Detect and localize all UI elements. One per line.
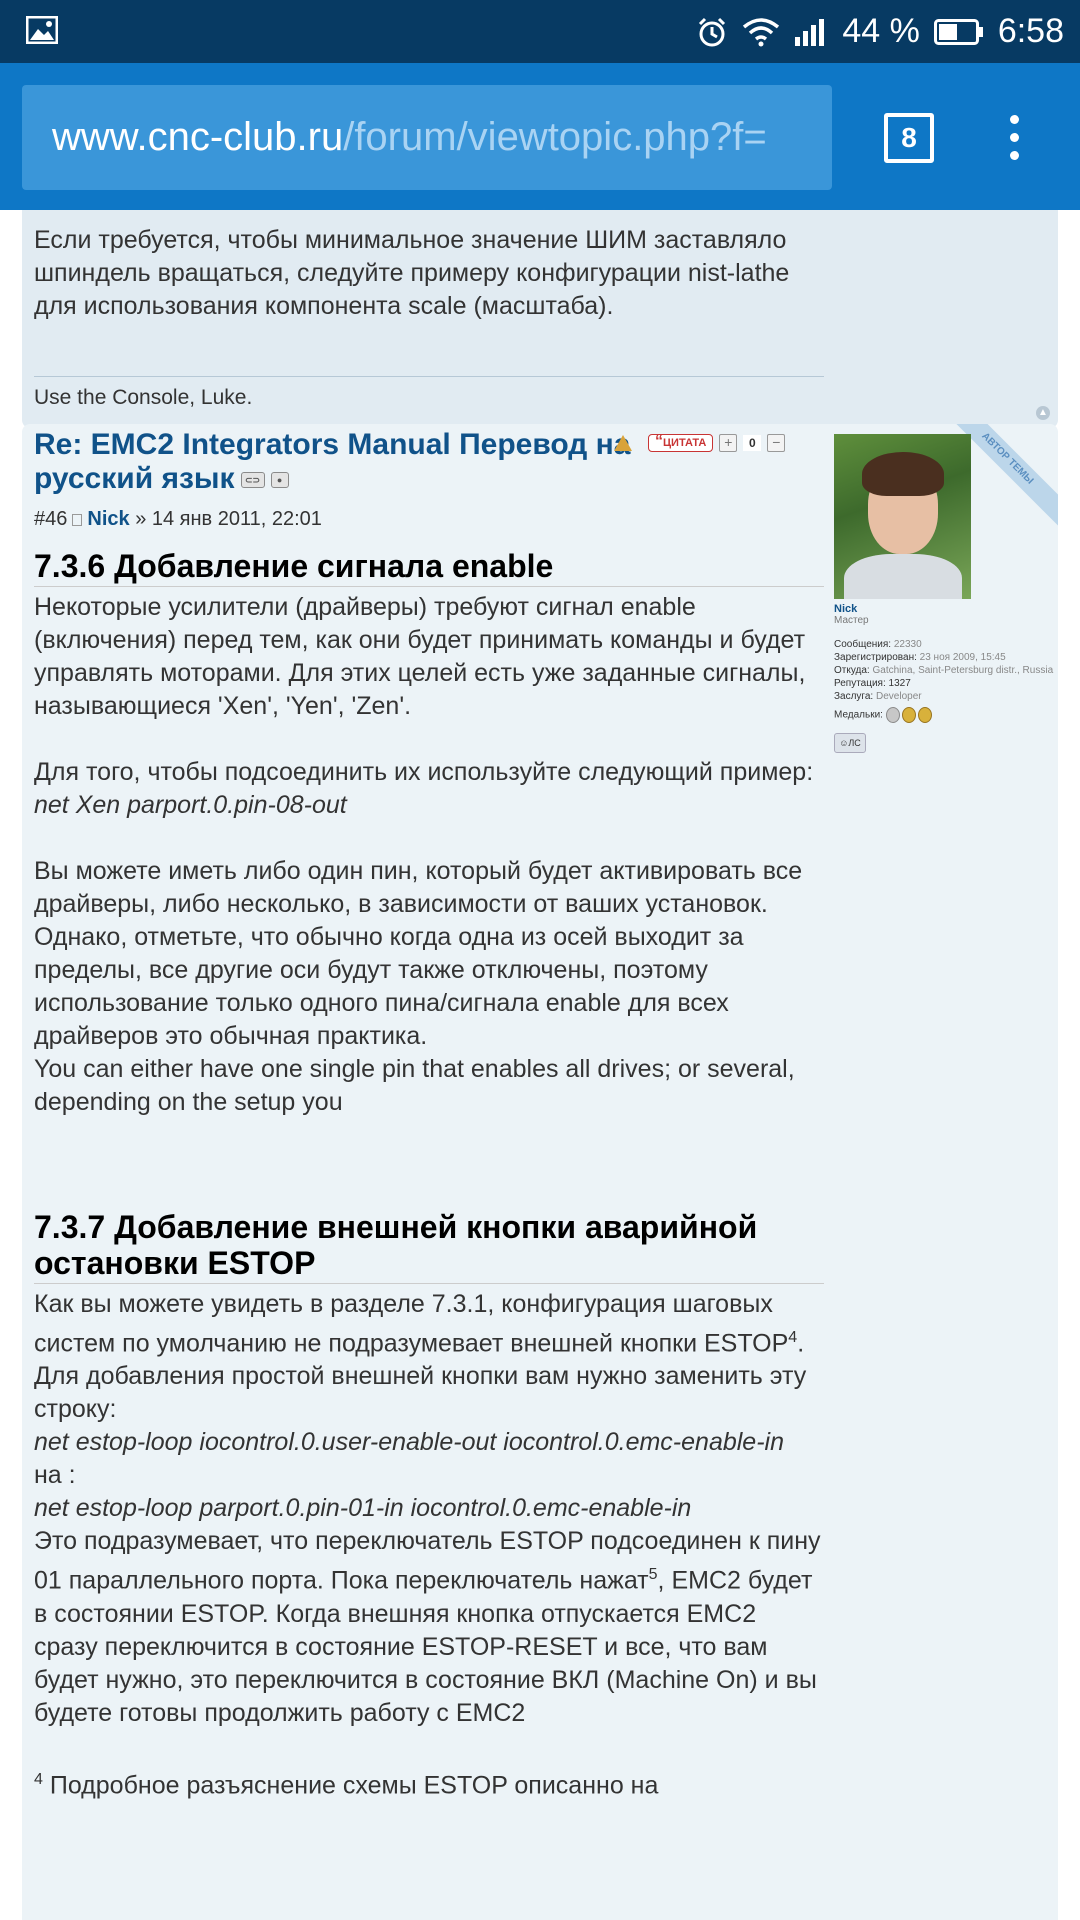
profile-reputation: 1327 bbox=[888, 678, 911, 689]
medal-icon[interactable] bbox=[918, 707, 932, 723]
paragraph: Как вы можете увидеть в разделе 7.3.1, конфигурация шаговых систем по умолчанию не подразумевает внешней кнопки ESTOP$^4$. Для добавления простой внешней кнопки вам нужно заменить эту строку: bbox=[34, 1290, 807, 1424]
more-menu-icon[interactable] bbox=[1010, 115, 1020, 161]
post-actions bbox=[614, 434, 785, 452]
reputation-minus-button[interactable]: − bbox=[767, 434, 785, 452]
post-reputation: 0 bbox=[743, 435, 761, 451]
code-line: net Xen parport.0.pin-08-out bbox=[34, 791, 347, 819]
gallery-notification-icon bbox=[26, 16, 58, 44]
section-heading-737: 7.3.7 Добавление внешней кнопки аварийной остановки ESTOP bbox=[34, 1209, 824, 1284]
footnote-ref[interactable]: 5 bbox=[648, 1566, 658, 1584]
profile-rank: Мастер bbox=[834, 615, 869, 626]
post-title[interactable]: Re: EMC2 Integrators Manual Перевод на русский язык ⊂⊃ ● bbox=[34, 428, 631, 495]
previous-post bbox=[22, 210, 1058, 428]
footnote: $^4$ Подробное разъяснение схемы ESTOP описанно на bbox=[34, 1770, 659, 1799]
tab-switcher-button[interactable]: 8 bbox=[884, 113, 934, 163]
clock: 6:58 bbox=[997, 12, 1064, 50]
profile-registered: 23 ноя 2009, 15:45 bbox=[919, 652, 1006, 663]
post-date: » 14 янв 2011, 22:01 bbox=[135, 508, 322, 530]
post bbox=[22, 424, 1058, 1920]
profile-from: Gatchina, Saint-Petersburg distr., Russia bbox=[872, 665, 1054, 676]
topic-author-ribbon: АВТОР ТЕМЫ bbox=[932, 424, 1058, 534]
quote-button[interactable]: “ЦИТАТА bbox=[648, 434, 713, 452]
reputation-plus-button[interactable]: + bbox=[719, 434, 737, 452]
battery-percent: 44 % bbox=[842, 12, 920, 50]
url-path: /forum/viewtopic.php?f= bbox=[343, 115, 767, 159]
status-bar bbox=[0, 0, 1080, 63]
profile-merit: Developer bbox=[876, 691, 922, 702]
browser-toolbar bbox=[0, 63, 1080, 210]
post-number[interactable]: #46 bbox=[34, 508, 68, 530]
pm-user-icon: ☺ bbox=[839, 738, 849, 748]
post-author-link[interactable]: Nick bbox=[87, 508, 130, 530]
signature-divider bbox=[34, 376, 824, 377]
paragraph: You can either have one single pin that enables all drives; or several, depending on the setup you bbox=[34, 1055, 795, 1116]
profile-info: Сообщения: 22330 Зарегистрирован: 23 ноя 2009, 15:45 Откуда: Gatchina, Saint-Petersburg distr., Russia Репутация: 1327 Заслуга: Developer Медальки: bbox=[834, 638, 1054, 723]
report-icon[interactable] bbox=[614, 435, 632, 451]
user-icon[interactable]: ● bbox=[271, 472, 289, 488]
paragraph: Это подразумевает, что переключатель ESTOP подсоединен к пину 01 параллельного порта. Пока переключатель нажат$^5$, EMC2 будет в состоянии ESTOP. Когда внешняя кнопка отпускается EMC2 сразу переключится в состояние ESTOP-RESET и все, что вам будет нужно, это переключится в состояние ВКЛ (Machine On) и вы будете готовы продолжить работу с EMC2 bbox=[34, 1527, 821, 1727]
signature: Use the Console, Luke. bbox=[34, 386, 253, 409]
link-icon[interactable]: ⊂⊃ bbox=[241, 472, 265, 488]
private-message-button[interactable]: ☺ЛС bbox=[834, 733, 866, 753]
profile-name[interactable]: Nick bbox=[834, 603, 858, 615]
footnote-ref[interactable]: 4 bbox=[788, 1329, 798, 1346]
post-file-icon bbox=[72, 514, 82, 526]
medal-icon[interactable] bbox=[886, 707, 900, 723]
previous-post-text: Если требуется, чтобы минимальное значение ШИМ заставляло шпиндель вращаться, следуйте примеру конфигурации nist-lathe для использования компонента scale (масштаба). bbox=[34, 226, 790, 320]
url-field[interactable] bbox=[22, 85, 832, 190]
section-heading-736: 7.3.6 Добавление сигнала enable bbox=[34, 548, 824, 587]
signal-icon bbox=[794, 17, 828, 47]
paragraph: Для того, чтобы подсоединить их используйте следующий пример: bbox=[34, 758, 814, 786]
author-profile bbox=[834, 434, 1054, 753]
back-to-top-icon[interactable]: ▲ bbox=[1036, 406, 1050, 420]
profile-posts[interactable]: 22330 bbox=[893, 639, 922, 650]
post-body bbox=[34, 542, 824, 1802]
paragraph: Вы можете иметь либо один пин, который будет активировать все драйверы, либо несколько, в зависимости от ваших установок. Однако, отметьте, что обычно когда одна из осей выходит за пределы, все другие оси будут также отключены, поэтому использование только одного пина/сигнала enable для всех драйверов это обычная практика. bbox=[34, 857, 803, 1050]
paragraph: Некоторые усилители (драйверы) требуют сигнал enable (включения) перед тем, как они будет принимать команды и будет управлять моторами. Для этих целей есть уже заданные сигналы, называющиеся 'Xen', 'Yen', 'Zen'. bbox=[34, 593, 806, 720]
url-host: www.cnc-club.ru bbox=[52, 115, 344, 159]
wifi-icon bbox=[742, 17, 780, 47]
post-meta bbox=[34, 508, 322, 531]
paragraph: на : bbox=[34, 1461, 76, 1490]
page-content bbox=[0, 210, 1080, 1920]
avatar[interactable] bbox=[834, 434, 971, 599]
code-line: net estop-loop iocontrol.0.user-enable-out iocontrol.0.emc-enable-in bbox=[34, 1428, 784, 1457]
medal-icon[interactable] bbox=[902, 707, 916, 723]
code-line: net estop-loop parport.0.pin-01-in iocontrol.0.emc-enable-in bbox=[34, 1494, 692, 1523]
alarm-icon bbox=[696, 16, 728, 48]
battery-icon bbox=[934, 19, 984, 45]
